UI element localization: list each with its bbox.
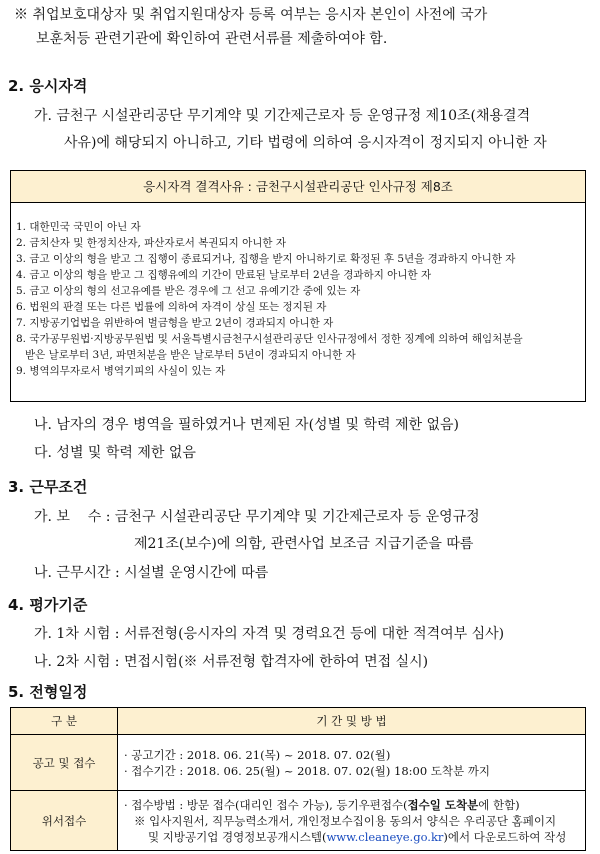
section-5-title: 5. 전형일정 bbox=[8, 683, 88, 701]
method-text-end: 에 한함) bbox=[478, 797, 520, 812]
table-row bbox=[11, 791, 586, 851]
sec2-da: 다. 성별 및 학력 제한 없음 bbox=[34, 445, 196, 461]
disqualification-box-title: 응시자격 결격사유 : 금천구시설관리공단 인사규정 제8조 bbox=[11, 171, 585, 203]
list-item: 9. 병역의무자로서 병역기피의 사실이 있는 자 bbox=[16, 365, 226, 377]
sec2-ga-line-1: 가. 금천구 시설관리공단 무기계약 및 기간제근로자 등 운영규정 제10조(채용결격 bbox=[34, 108, 531, 124]
header-category: 구 분 bbox=[11, 708, 118, 735]
row-label: 공고 및 접수 bbox=[11, 735, 118, 791]
list-item: 5. 금고 이상의 형의 선고유예를 받은 경우에 그 선고 유예기간 중에 있는 자 bbox=[16, 285, 361, 297]
section-4-title: 4. 평가기준 bbox=[8, 596, 88, 614]
sec3-ga-line-1: 가. 보 수 : 금천구 시설관리공단 무기계약 및 기간제근로자 등 운영규정 bbox=[34, 509, 480, 525]
sec2-na: 나. 남자의 경우 병역을 필하였거나 면제된 자(성별 및 학력 제한 없음) bbox=[34, 417, 460, 433]
application-period: · 접수기간 : 2018. 06. 25(월) ~ 2018. 07. 02(월) 18:00 도착분 까지 bbox=[124, 763, 491, 778]
forms-note-text-end: )에서 다운로드하여 작성 bbox=[443, 829, 567, 844]
schedule-table bbox=[10, 707, 586, 851]
sec2-ga-line-2: 사유)에 해당되지 아니하고, 기타 법령에 의하여 응시자격이 정지되지 아니한 자 bbox=[64, 135, 547, 151]
header-period: 기 간 및 방 법 bbox=[118, 708, 586, 735]
forms-note-text: 및 지방공기업 경영정보공개시스템( bbox=[148, 829, 327, 844]
application-method bbox=[124, 797, 579, 813]
section-2-title: 2. 응시자격 bbox=[8, 77, 88, 95]
list-item: 7. 지방공기업법을 위반하여 벌금형을 받고 2년이 경과되지 아니한 자 bbox=[16, 317, 334, 329]
method-emphasis: 접수일 도착분 bbox=[407, 797, 479, 812]
table-row bbox=[11, 735, 586, 791]
schedule-header-row bbox=[11, 708, 586, 735]
list-item: 2. 금치산자 및 한정치산자, 파산자로서 복권되지 아니한 자 bbox=[16, 237, 287, 249]
sec3-ga-line-2: 제21조(보수)에 의함, 관련사업 보조금 지급기준을 따름 bbox=[134, 536, 474, 552]
list-item: 4. 금고 이상의 형을 받고 그 집행유예의 기간이 만료된 날로부터 2년을 경과하지 아니한 자 bbox=[16, 269, 432, 281]
sec3-na: 나. 근무시간 : 시설별 운영시간에 따름 bbox=[34, 565, 269, 581]
notice-period: · 공고기간 : 2018. 06. 21(목) ~ 2018. 07. 02(월) bbox=[124, 747, 391, 762]
list-item: 3. 금고 이상의 형을 받고 그 집행이 종료되거나, 집행을 받지 아니하기로 확정된 후 5년을 경과하지 아니한 자 bbox=[16, 253, 516, 265]
list-item: 8. 국가공무원법·지방공무원법 및 서울특별시금천구시설관리공단 인사규정에서 정한 징계에 의하여 해임처분을 bbox=[16, 333, 523, 345]
forms-note: ※ 입사지원서, 직무능력소개서, 개인정보수집이용 동의서 양식은 우리공단 홈페이지 bbox=[134, 813, 557, 828]
method-text: · 접수방법 : 방문 접수(대리인 접수 가능), 등기우편접수( bbox=[124, 797, 408, 812]
list-item: 6. 법원의 판결 또는 다른 법률에 의하여 자격이 상실 또는 정지된 자 bbox=[16, 301, 327, 313]
sec4-na: 나. 2차 시험 : 면접시험(※ 서류전형 합격자에 한하여 면접 실시) bbox=[34, 654, 429, 670]
disqualification-list bbox=[16, 219, 581, 379]
cleaneye-link[interactable]: www.cleaneye.go.kr bbox=[326, 829, 444, 844]
intro-line-1: ※ 취업보호대상자 및 취업지원대상자 등록 여부는 응시자 본인이 사전에 국가 bbox=[14, 7, 488, 23]
list-item: 1. 대한민국 국민이 아닌 자 bbox=[16, 221, 141, 233]
row-detail bbox=[118, 791, 586, 851]
row-detail bbox=[118, 735, 586, 791]
section-3-title: 3. 근무조건 bbox=[8, 478, 88, 496]
list-item: 받은 날로부터 3년, 파면처분을 받은 날로부터 5년이 경과되지 아니한 자 bbox=[25, 349, 356, 361]
row-label: 위서접수 bbox=[11, 791, 118, 851]
intro-line-2: 보훈처등 관련기관에 확인하여 관련서류를 제출하여야 함. bbox=[36, 31, 388, 47]
sec4-ga: 가. 1차 시험 : 서류전형(응시자의 자격 및 경력요건 등에 대한 적격여부 심사) bbox=[34, 626, 505, 642]
disqualification-box bbox=[10, 170, 586, 402]
forms-note-2 bbox=[124, 829, 579, 845]
